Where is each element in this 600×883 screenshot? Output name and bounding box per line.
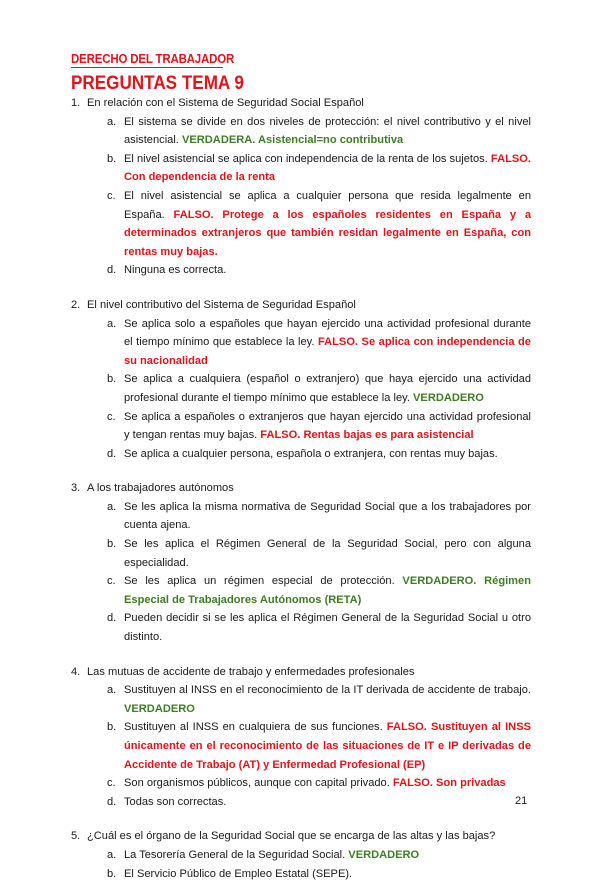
answer-option <box>87 572 531 609</box>
question-list <box>71 94 531 883</box>
question-number: 2. <box>71 298 81 311</box>
option-text: Ninguna es correcta. <box>124 264 227 277</box>
option-letter: a. <box>107 684 117 697</box>
question-text: Las mutuas de accidente de trabajo y enfermedades profesionales <box>87 665 415 678</box>
option-text: Se aplica a cualquier persona, española o extranjera, con rentas muy bajas. <box>124 447 498 460</box>
answer-verdict: VERDADERO <box>348 848 420 861</box>
question-5 <box>71 827 531 883</box>
option-text: Pueden decidir si se les aplica el Régimen General de la Seguridad Social u otro distinto. <box>124 612 531 644</box>
page-number: 21 <box>515 795 528 807</box>
option-letter: d. <box>107 447 117 460</box>
option-text: Sustituyen al INSS en cualquiera de sus funciones. <box>124 721 383 734</box>
question-4 <box>71 663 531 812</box>
answer-option <box>87 261 531 280</box>
question-number: 1. <box>71 97 81 109</box>
answer-option <box>87 681 531 718</box>
option-letter: a. <box>107 848 117 861</box>
answer-options <box>87 315 531 464</box>
answer-option <box>87 315 531 371</box>
question-text: El nivel contributivo del Sistema de Seguridad Español <box>87 298 356 311</box>
option-text: Sustituyen al INSS en el reconocimiento de la IT derivada de accidente de trabajo. <box>124 684 531 697</box>
answer-option <box>87 774 531 793</box>
option-letter: c. <box>107 777 116 790</box>
question-2 <box>71 296 531 463</box>
answer-option <box>87 846 531 865</box>
option-letter: b. <box>107 721 117 734</box>
answer-verdict: FALSO. Sustituyen al INSS únicamente en el reconocimiento de las situaciones de IT e IP derivadas de Accidente de Trabajo (AT) y Enfermedad Profesional (EP) <box>124 721 531 771</box>
option-letter: a. <box>107 317 117 330</box>
option-letter: b. <box>107 867 117 880</box>
answer-option <box>87 187 531 261</box>
answer-option <box>87 370 531 407</box>
answer-verdict: VERDADERO <box>124 702 195 715</box>
option-text: El nivel asistencial se aplica a cualquier persona que resida legalmente en España. <box>124 189 531 221</box>
subject-underline <box>71 67 223 68</box>
answer-verdict: FALSO. Protege a los españoles residentes en España y a determinados extranjeros que también residan legalmente en España, con rentas muy bajas. <box>124 208 531 258</box>
question-number: 3. <box>71 482 81 495</box>
option-text: La Tesorería General de la Seguridad Social. <box>124 848 346 861</box>
option-letter: b. <box>107 373 117 386</box>
question-3 <box>71 479 531 646</box>
option-text: Se aplica a españoles o extranjeros que hayan ejercido una actividad profesional y tengan rentas muy bajas. <box>124 410 531 442</box>
option-letter: b. <box>107 538 117 551</box>
answer-verdict: VERDADERA. Asistencial=no contributiva <box>181 134 404 147</box>
option-letter: a. <box>107 115 117 128</box>
answer-option <box>87 865 531 883</box>
answer-option <box>87 445 531 464</box>
option-letter: c. <box>107 575 116 588</box>
question-number: 4. <box>71 665 81 678</box>
option-text: Se les aplica el Régimen General de la Seguridad Social, pero con alguna especialidad. <box>124 538 531 569</box>
question-number: 5. <box>71 830 81 843</box>
answer-verdict: FALSO. Rentas bajas es para asistencial <box>260 429 474 442</box>
option-letter: b. <box>107 152 117 165</box>
answer-option <box>87 408 531 445</box>
answer-verdict: FALSO. Se aplica con independencia de su nacionalidad <box>124 336 531 367</box>
answer-options <box>87 498 531 647</box>
option-letter: c. <box>107 189 116 202</box>
answer-option <box>87 535 531 572</box>
question-text: A los trabajadores autónomos <box>87 482 234 495</box>
answer-option <box>87 609 531 646</box>
answer-option <box>87 498 531 535</box>
option-text: El Servicio Público de Empleo Estatal (SEPE). <box>124 867 353 880</box>
answer-verdict: VERDADERO. Régimen Especial de Trabajadores Autónomos (RETA) <box>124 575 531 606</box>
answer-options <box>87 681 531 811</box>
option-letter: d. <box>107 612 117 625</box>
answer-options <box>87 846 531 883</box>
question-1 <box>71 94 531 280</box>
answer-option <box>87 113 531 150</box>
option-text: El sistema se divide en dos niveles de protección: el nivel contributivo y el nivel asistencial. <box>124 115 531 147</box>
answer-options <box>87 113 531 280</box>
answer-verdict: FALSO. Son privadas <box>392 777 506 790</box>
answer-option <box>87 793 531 812</box>
subject-heading: DERECHO DEL TRABAJADOR <box>71 52 235 66</box>
option-letter: d. <box>107 264 117 277</box>
answer-verdict: FALSO. Con dependencia de la renta <box>124 152 531 184</box>
page-title: PREGUNTAS TEMA 9 <box>71 73 244 94</box>
answer-option <box>87 150 531 187</box>
option-text: El nivel asistencial se aplica con independencia de la renta de los sujetos. <box>124 152 488 165</box>
option-letter: d. <box>107 795 117 808</box>
option-text: Todas son correctas. <box>124 795 227 808</box>
option-text: Se les aplica la misma normativa de Seguridad Social que a los trabajadores por cuenta ajena. <box>124 500 531 532</box>
answer-option <box>87 718 531 774</box>
answer-verdict: VERDADERO <box>413 391 484 404</box>
option-text: Son organismos públicos, aunque con capital privado. <box>124 777 390 790</box>
option-letter: a. <box>107 500 117 513</box>
option-letter: c. <box>107 410 116 423</box>
option-text: Se les aplica un régimen especial de protección. <box>124 575 395 588</box>
question-text: En relación con el Sistema de Seguridad Social Español <box>87 97 364 109</box>
option-text: Se aplica solo a españoles que hayan ejercido una actividad profesional durante el tiempo mínimo que establece la ley. <box>124 317 531 349</box>
document-header <box>71 52 263 95</box>
option-text: Se aplica a cualquiera (español o extranjero) que haya ejercido una actividad profesional durante el tiempo mínimo que establece la ley. <box>124 373 531 404</box>
question-text: ¿Cuál es el órgano de la Seguridad Social que se encarga de las altas y las bajas? <box>87 830 496 843</box>
